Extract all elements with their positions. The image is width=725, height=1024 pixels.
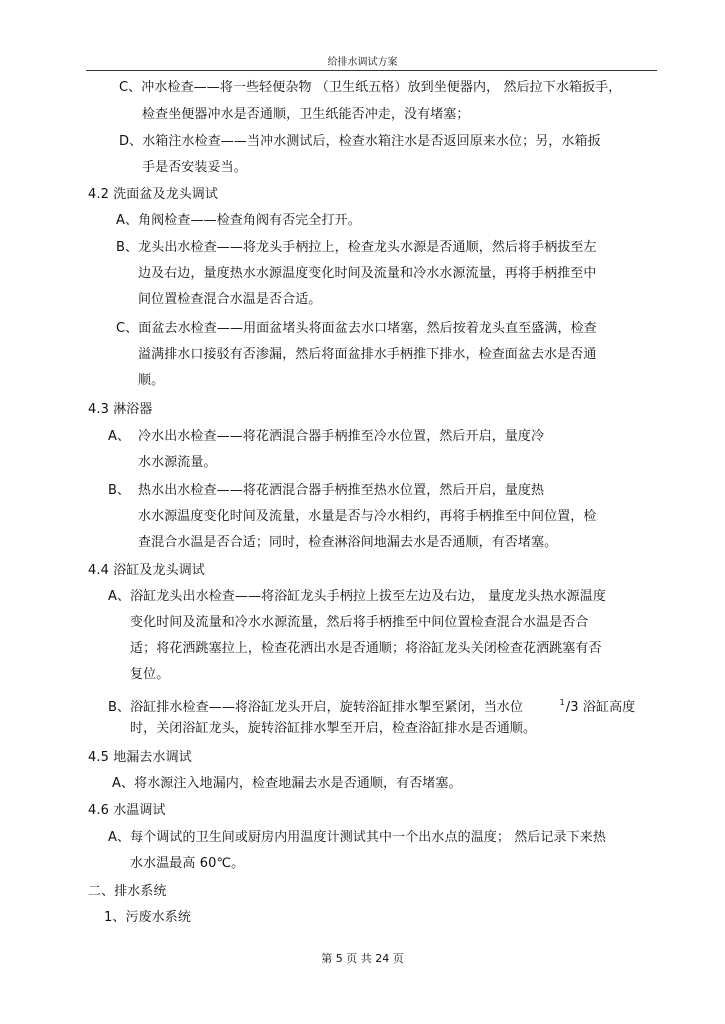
basin-drain-check-line3: 顺。: [138, 373, 165, 388]
basin-drain-check-line1: C、面盆去水检查——用面盆堵头将面盆去水口堵塞，然后按着龙头直至盛满，检查: [116, 321, 597, 336]
page-footer: 第 5 页 共 24 页: [321, 952, 404, 965]
basin-faucet-check-line1: B、龙头出水检查——将龙头手柄拉上，检查龙头水源是否通顺，然后将手柄拔至左: [116, 240, 597, 255]
basin-faucet-check-line2: 边及右边，量度热水水源温度变化时间及流量和冷水水源流量，再将手柄推至中: [138, 266, 597, 281]
bathtub-faucet-check-line1: A、浴缸龙头出水检查——将浴缸龙头手柄拉上拔至左边及右边， 量度龙头热水源温度: [108, 589, 606, 604]
fraction-numerator: 1: [559, 698, 565, 707]
shower-hot-check-line3: 查混合水温是否合适；同时，检查淋浴间地漏去水是否通顺，有否堵塞。: [138, 535, 558, 550]
section-heading-4-4: 4.4 浴缸及龙头调试: [88, 563, 205, 578]
sewage-system-heading: 1、污废水系统: [104, 910, 191, 925]
section-heading-4-2: 4.2 洗面盆及龙头调试: [88, 187, 219, 202]
section-heading-4-5: 4.5 地漏去水调试: [88, 750, 192, 765]
shower-hot-label: B、: [108, 483, 131, 498]
floor-drain-check: A、将水源注入地漏内，检查地漏去水是否通顺，有否堵塞。: [112, 776, 462, 791]
bathtub-faucet-check-line3: 适；将花洒跳塞拉上，检查花洒出水是否通顺；将浴缸龙头关闭检查花洒跳塞有否: [130, 641, 602, 656]
water-temp-check-line1: A、每个调试的卫生间或厨房内用温度计测试其中一个出水点的温度； 然后记录下来热: [108, 830, 606, 845]
bathtub-faucet-check-line2: 变化时间及流量和冷水水源流量，然后将手柄推至中间位置检查混合水温是否合: [130, 615, 589, 630]
water-temp-check-line2: 水水温最高 60℃。: [130, 856, 245, 871]
basin-drain-check-line2: 溢满排水口接驳有否渗漏，然后将面盆排水手柄推下排水，检查面盆去水是否通: [138, 347, 597, 362]
tank-fill-check-line2: 手是否安装妥当。: [142, 160, 247, 175]
toilet-flush-check-line2: 检查坐便器冲水是否通顺，卫生纸能否冲走，没有堵塞；: [142, 107, 470, 122]
bathtub-faucet-check-line4: 复位。: [130, 667, 170, 682]
shower-cold-check-line1: 冷水出水检查——将花洒混合器手柄推至冷水位置，然后开启，量度冷: [138, 429, 545, 444]
page-header-title: 给排水调试方案: [327, 57, 398, 68]
tank-fill-check-line1: D、水箱注水检查——当冲水测试后，检查水箱注水是否返回原来水位；另，水箱扳: [119, 134, 601, 149]
bathtub-drain-check-line1: [108, 695, 635, 716]
bathtub-height-text: /3 浴缸高度: [565, 700, 636, 715]
shower-cold-label: A、: [108, 429, 131, 444]
section-heading-4-3: 4.3 淋浴器: [88, 402, 153, 417]
toilet-flush-check-line1: C、冲水检查——将一些轻便杂物 （卫生纸五格）放到坐便器内， 然后拉下水箱扳手，: [119, 80, 622, 95]
bathtub-drain-check-text: B、浴缸排水检查——将浴缸龙头开启，旋转浴缸排水掣至紧闭，当水位: [108, 700, 524, 715]
shower-hot-check-line1: 热水出水检查——将花洒混合器手柄推至热水位置，然后开启，量度热: [138, 483, 545, 498]
shower-hot-check-line2: 水水源温度变化时间及流量，水量是否与冷水相约，再将手柄推至中间位置，检: [138, 509, 597, 524]
angle-valve-check: A、角阀检查——检查角阀有否完全打开。: [116, 213, 361, 228]
part-two-heading: 二、排水系统: [88, 884, 167, 899]
header-divider: [86, 70, 657, 71]
basin-faucet-check-line3: 间位置检查混合水温是否合适。: [138, 292, 322, 307]
shower-cold-check-line2: 水水源流量。: [138, 455, 217, 470]
bathtub-drain-check-line2: 时，关闭浴缸龙头，旋转浴缸排水掣至开启，检查浴缸排水是否通顺。: [130, 721, 537, 736]
section-heading-4-6: 4.6 水温调试: [88, 803, 166, 818]
